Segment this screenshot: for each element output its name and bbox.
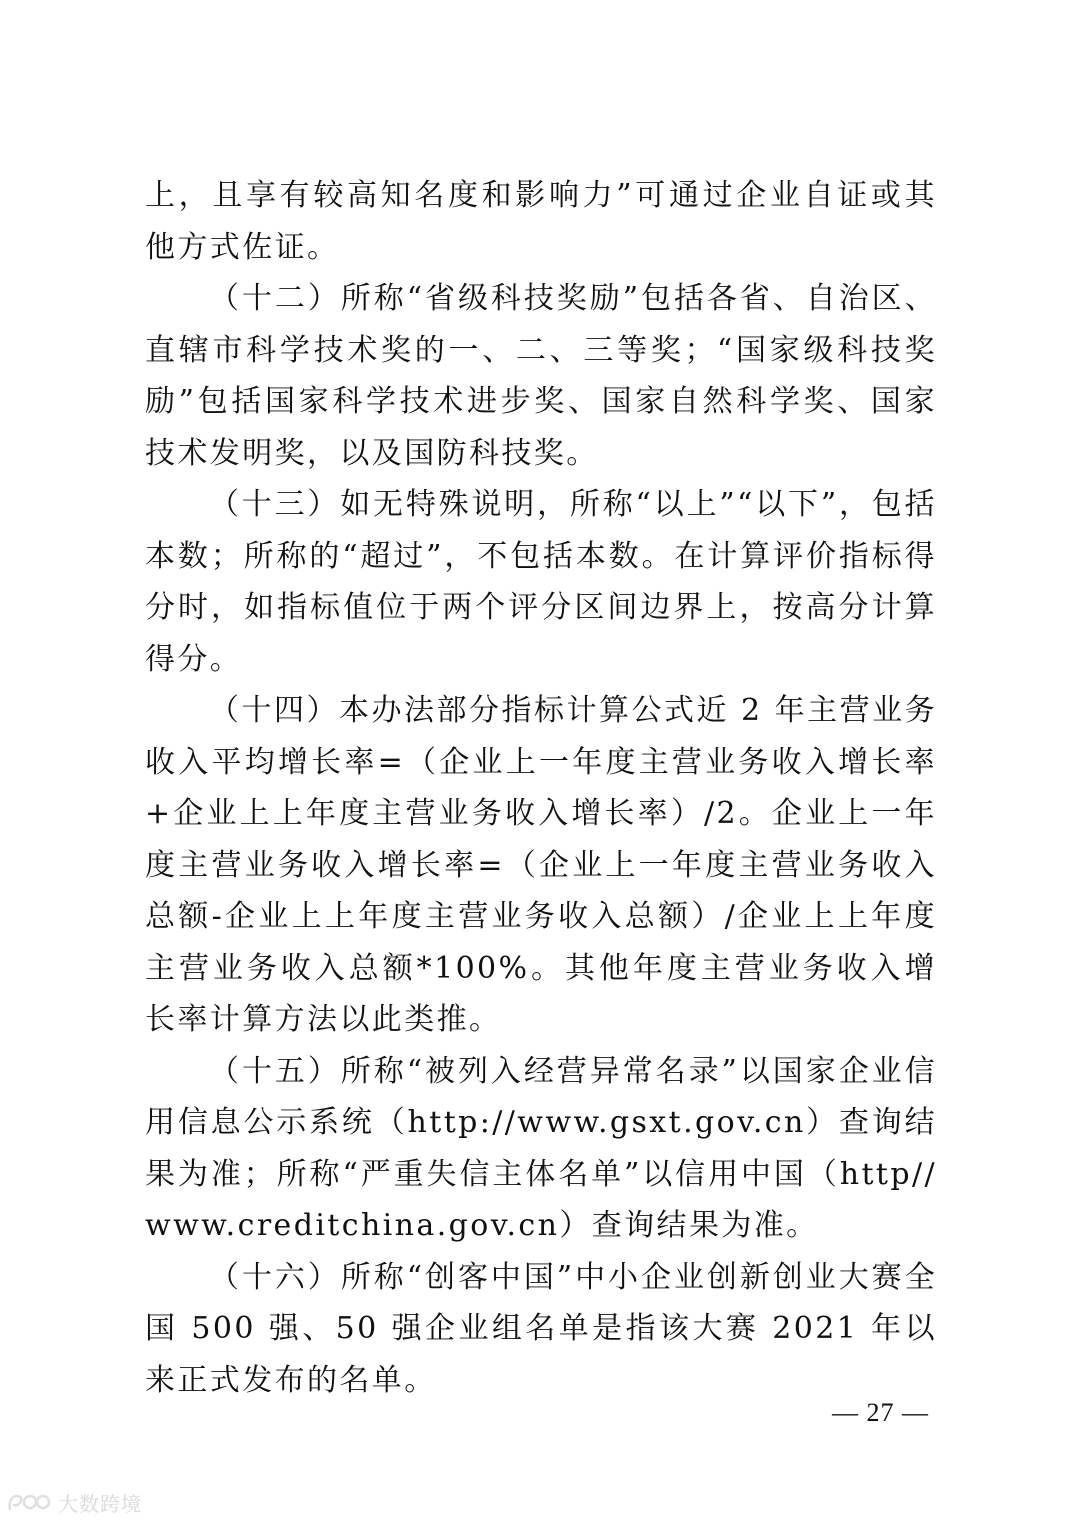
paragraph-item-12: （十二）所称“省级科技奖励”包括各省、自治区、直辖市科学技术奖的一、二、三等奖；“国家级科技奖励”包括国家科学技术进步奖、国家自然科学奖、国家技术发明奖，以及国防科技奖。 — [145, 281, 937, 471]
page-number: — 27 — — [832, 1398, 929, 1427]
brand-logo-icon — [6, 1489, 52, 1515]
watermark — [6, 1487, 142, 1517]
paragraph-continued: 上，且享有较高知名度和影响力”可通过企业自证或其他方式佐证。 — [145, 178, 937, 265]
paragraph-item-15: （十五）所称“被列入经营异常名录”以国家企业信用信息公示系统（http://www.gsxt.gov.cn）查询结果为准；所称“严重失信主体名单”以信用中国（http//www.creditchina.gov.cn）查询结果为准。 — [145, 1053, 937, 1243]
paragraph-item-14: （十四）本办法部分指标计算公式近 2 年主营业务收入平均增长率=（企业上一年度主营业务收入增长率+企业上上年度主营业务收入增长率）/2。企业上一年度主营业务收入增长率=（企业上一年度主营业务收入总额-企业上上年度主营业务收入总额）/企业上上年度主营业务收入总额*100%。其他年度主营业务收入增长率计算方法以此类推。 — [145, 693, 937, 1037]
paragraph-item-13: （十三）如无特殊说明，所称“以上”“以下”，包括本数；所称的“超过”，不包括本数。在计算评价指标得分时，如指标值位于两个评分区间边界上，按高分计算得分。 — [145, 487, 937, 677]
watermark-text: 大数跨境 — [58, 1491, 142, 1516]
document-body — [145, 170, 937, 1406]
paragraph-item-16: （十六）所称“创客中国”中小企业创新创业大赛全国 500 强、50 强企业组名单是指该大赛 2021 年以来正式发布的名单。 — [145, 1259, 937, 1398]
